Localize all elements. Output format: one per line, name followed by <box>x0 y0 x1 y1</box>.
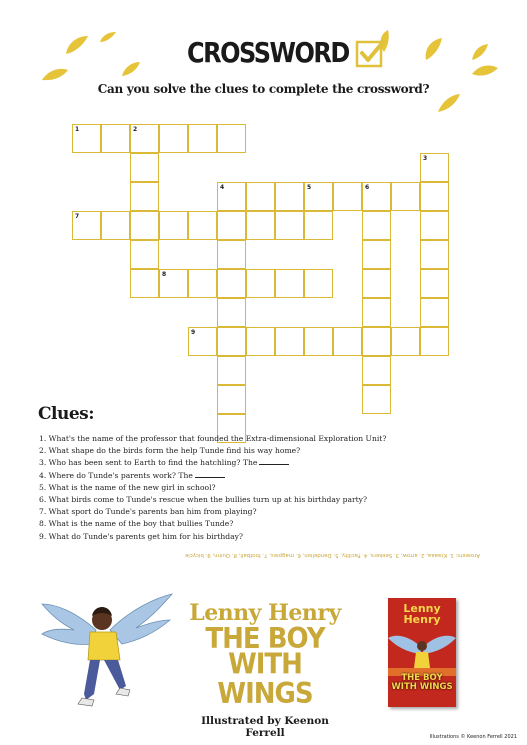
crossword-cell[interactable] <box>188 327 217 356</box>
crossword-cell[interactable] <box>130 211 159 240</box>
crossword-cell[interactable] <box>217 182 246 211</box>
crossword-cell[interactable] <box>217 327 246 356</box>
illustration-credit: Illustrations © Keenon Ferrell 2021 <box>429 734 517 740</box>
crossword-cell[interactable] <box>217 269 246 298</box>
crossword-cell[interactable] <box>217 124 246 153</box>
clue-5: 5. What is the name of the new girl in school? <box>39 482 216 492</box>
clue-number: 4 <box>220 184 225 191</box>
crossword-cell[interactable] <box>391 182 420 211</box>
crossword-cell[interactable] <box>246 327 275 356</box>
crossword-cell[interactable] <box>362 182 391 211</box>
crossword-cell[interactable] <box>130 240 159 269</box>
clue-3-text: 3. Who has been sent to Earth to find the hatchling? The <box>39 458 258 468</box>
answer-blank <box>259 458 289 465</box>
crossword-cell[interactable] <box>333 327 362 356</box>
clue-number: 5 <box>307 184 312 191</box>
clue-number: 8 <box>162 271 167 278</box>
logo-author: Lenny Henry <box>189 600 341 626</box>
crossword-cell[interactable] <box>304 269 333 298</box>
cover-author-line2: Henry <box>403 613 441 626</box>
crossword-cell[interactable] <box>420 182 449 211</box>
crossword-cell[interactable] <box>130 182 159 211</box>
crossword-cell[interactable] <box>275 269 304 298</box>
clue-4-text: 4. Where do Tunde's parents work? The <box>39 470 193 480</box>
crossword-cell[interactable] <box>130 269 159 298</box>
cover-author-line1: Lenny <box>403 602 441 615</box>
clue-number: 2 <box>133 126 138 133</box>
cover-author <box>388 603 456 625</box>
crossword-cell[interactable] <box>217 356 246 385</box>
crossword-cell[interactable] <box>130 124 159 153</box>
crossword-cell[interactable] <box>275 327 304 356</box>
clue-number: 9 <box>191 329 196 336</box>
crossword-cell[interactable] <box>101 124 130 153</box>
crossword-cell[interactable] <box>130 153 159 182</box>
book-cover <box>388 598 456 707</box>
crossword-cell[interactable] <box>420 269 449 298</box>
crossword-cell[interactable] <box>420 240 449 269</box>
crossword-cell[interactable] <box>420 153 449 182</box>
boy-with-wings-illustration <box>40 590 175 720</box>
clue-2: 2. What shape do the birds form the help Tunde find his way home? <box>39 446 301 456</box>
crossword-cell[interactable] <box>72 124 101 153</box>
crossword-cell[interactable] <box>188 269 217 298</box>
crossword-cell[interactable] <box>362 327 391 356</box>
crossword-cell[interactable] <box>188 211 217 240</box>
crossword-cell[interactable] <box>275 211 304 240</box>
crossword-cell[interactable] <box>420 327 449 356</box>
crossword-cell[interactable] <box>304 327 333 356</box>
crossword-cell[interactable] <box>159 269 188 298</box>
crossword-cell[interactable] <box>217 298 246 327</box>
crossword-cell[interactable] <box>333 182 362 211</box>
crossword-cell[interactable] <box>246 211 275 240</box>
crossword-cell[interactable] <box>420 211 449 240</box>
clue-7: 7. What sport do Tunde's parents ban him from playing? <box>39 507 257 517</box>
crossword-cell[interactable] <box>275 182 304 211</box>
logo-title-line1: THE BOY <box>205 622 325 656</box>
clue-4 <box>39 470 386 482</box>
logo-title-line2: WITH WINGS <box>217 648 313 711</box>
subtitle: Can you solve the clues to complete the crossword? <box>97 82 430 96</box>
cover-title <box>388 674 456 692</box>
crossword-cell[interactable] <box>159 124 188 153</box>
clue-8: 8. What is the name of the boy that bullies Tunde? <box>39 519 234 529</box>
crossword-cell[interactable] <box>362 385 391 414</box>
clue-number: 7 <box>75 213 80 220</box>
crossword-cell[interactable] <box>72 211 101 240</box>
answer-blank <box>195 471 225 478</box>
crossword-cell[interactable] <box>362 240 391 269</box>
book-logo <box>180 600 350 739</box>
cover-title-line1: THE BOY <box>401 673 443 683</box>
crossword-cell[interactable] <box>420 298 449 327</box>
clue-3 <box>39 457 386 469</box>
crossword-cell[interactable] <box>188 124 217 153</box>
clue-9: 9. What do Tunde's parents get him for his birthday? <box>39 531 243 541</box>
clue-number: 3 <box>423 155 428 162</box>
cover-art <box>388 628 456 676</box>
clue-6: 6. What birds come to Tunde's rescue when the bullies turn up at his birthday party? <box>39 495 368 505</box>
crossword-cell[interactable] <box>217 211 246 240</box>
crossword-cell[interactable] <box>101 211 130 240</box>
crossword-cell[interactable] <box>362 298 391 327</box>
crossword-cell[interactable] <box>304 182 333 211</box>
clue-number: 6 <box>365 184 370 191</box>
crossword-cell[interactable] <box>304 211 333 240</box>
crossword-cell[interactable] <box>246 182 275 211</box>
clue-1: 1. What's the name of the professor that founded the Extra-dimensional Exploration Unit? <box>39 434 387 443</box>
crossword-cell[interactable] <box>362 269 391 298</box>
crossword-cell[interactable] <box>391 327 420 356</box>
crossword-cell[interactable] <box>217 240 246 269</box>
crossword-cell[interactable] <box>246 269 275 298</box>
crossword-cell[interactable] <box>362 356 391 385</box>
crossword-cell[interactable] <box>362 211 391 240</box>
crossword-cell[interactable] <box>159 211 188 240</box>
page-title: CROSSWORD <box>187 36 349 70</box>
upside-down-answers: Answers: 1. Kraaaa, 2. arrow, 3. Seekers, 4. Facility, 5. Dandelion, 6. magpies, 7. football, 8. Quinn, 9. bicycle <box>184 552 480 558</box>
clues-heading: Clues: <box>38 404 95 424</box>
cover-title-line2: WITH WINGS <box>391 682 453 692</box>
illustrator-credit: Illustrated by Keenon Ferrell <box>201 715 329 739</box>
clues-list <box>39 433 386 543</box>
clue-number: 1 <box>75 126 80 133</box>
crossword-cell[interactable] <box>217 385 246 414</box>
